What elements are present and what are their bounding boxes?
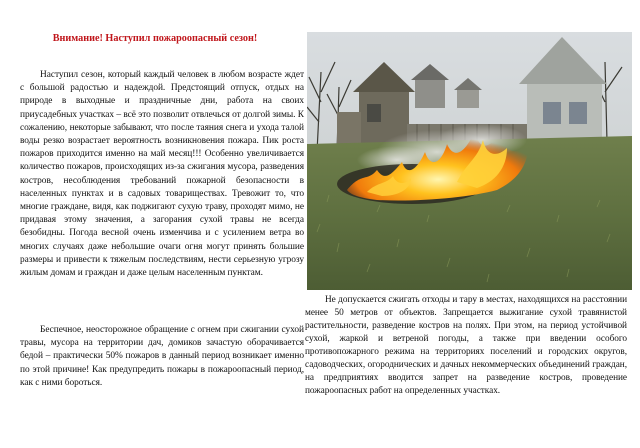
page-title: Внимание! Наступил пожароопасный сезон! xyxy=(52,33,258,44)
paragraph-prohibitions: Не допускается сжигать отходы и тару в местах, находящихся на расстоянии менее 50 метров от объектов. Запрещается выжигание сухой травянистой растительности, разведение костров на полях. При этом, на период устойчивой сухой, жаркой и ветреной погоды, а также при введении особого противопожарного режима на территориях поселений и городских округов, садоводческих, огороднических и дачных некоммерческих объединений граждан, на предприятиях вводится запрет на разведение костров, проведение пожароопасных работ на определенных участках. xyxy=(305,295,627,396)
paragraph-carelessness: Беспечное, неосторожное обращение с огнем при сжигании сухой травы, мусора на территории дач, домиков зачастую оборачивается бедой – практически 50% пожаров в данный период возникает именно по этой причине! Как предупредить пожары в пожароопасный период, как с ними бороться. xyxy=(20,325,304,388)
grass-fire-photo xyxy=(307,32,632,290)
paragraph-intro: Наступил сезон, который каждый человек в любом возрасте ждет с большой радостью и надеждой. Предстоящий отпуск, отдых на природе в выходные и праздничные дни, работа на своих приусадебных участках – всё это позволит отвлечься от долгой зимы. К сожалению, некоторые забывают, что после таяния снега и ухода талой воды резко возрастает вероятность возникновения пожара. Пик роста пожаров приходится именно на май месяц!!! Особенно увеличивается количество пожаров, происходящих из-за сжигания мусора, разведения костров, несоблюдения требований пожарной безопасности в населенных пунктах и в садовых товариществах. Тревожит то, что многие граждане, видя, как поджигают сухую траву, проходят мимо, не придавая этому значения, а загорания сухой травы не всегда безобидны. Погода весной очень изменчива и с усилением ветра во многих случаях даже небольшие очаги огня могут принять большие размеры и привести к тяжелым последствиям, нести серьезную угрозу жилым домам и граждан и даже целым населенным пунктам. xyxy=(20,70,304,279)
